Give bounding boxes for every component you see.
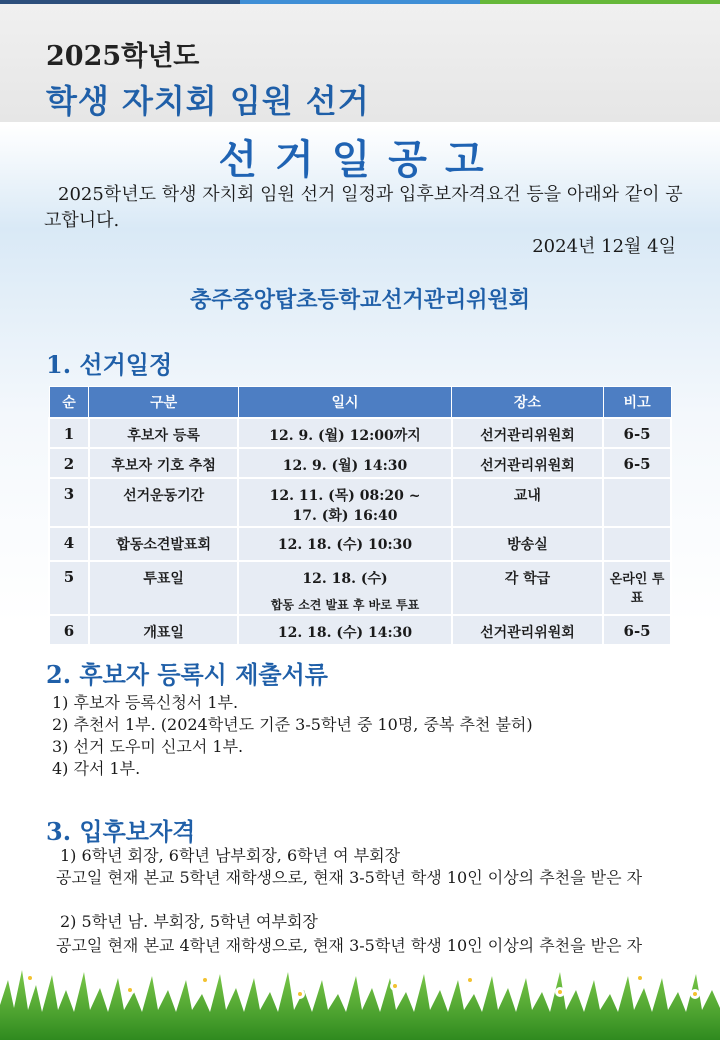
row-category: 개표일 [89,615,238,645]
row-place: 방송실 [452,527,603,561]
eligibility-group1-text: 공고일 현재 본교 5학년 재학생으로, 현재 3-5학년 학생 10인 이상의 추천을 받은 자 [56,868,643,887]
row-datetime [238,561,451,615]
table-row [49,561,671,615]
row-no: 4 [49,527,89,561]
row-datetime-line2: 17. (화) 16:40 [292,508,398,524]
row-datetime-line1: 12. 11. (목) 08:20 ~ [269,488,421,504]
row-datetime [238,478,451,527]
committee-name: 충주중앙탑초등학교선거관리위원회 [189,287,531,313]
header-banner [0,4,720,122]
header-datetime: 일시 [238,387,451,419]
row-note: 6-5 [603,615,671,645]
documents-title: 2. 후보자 등록시 제출서류 [46,660,328,689]
row-place: 교내 [452,478,603,527]
row-no: 5 [49,561,89,615]
row-place: 선거관리위원회 [452,615,603,645]
row-datetime-line1: 12. 18. (수) [302,571,388,587]
row-no: 1 [49,418,89,448]
row-note: 6-5 [603,448,671,478]
table-row [49,478,671,527]
header-category: 구분 [89,387,238,419]
documents-list [52,692,533,780]
row-no: 6 [49,615,89,645]
schedule-table [48,386,672,646]
row-place: 선거관리위원회 [452,418,603,448]
list-item: 2) 추천서 1부. (2024학년도 기준 3-5학년 중 10명, 중복 추천 불허) [52,715,533,734]
eligibility-group1-title: 1) 6학년 회장, 6학년 남부회장, 6학년 여 부회장 [60,846,401,865]
row-category: 투표일 [89,561,238,615]
table-row [49,418,671,448]
row-datetime: 12. 9. (월) 14:30 [238,448,451,478]
row-note: 온라인 투표 [603,561,671,615]
row-datetime-line2: 합동 소견 발표 후 바로 투표 [270,598,420,612]
table-header-row [49,387,671,419]
row-no: 2 [49,448,89,478]
eligibility-title: 3. 입후보자격 [46,817,196,846]
list-item: 4) 각서 1부. [52,759,141,778]
row-no: 3 [49,478,89,527]
schedule-title: 1. 선거일정 [46,350,173,379]
row-datetime: 12. 9. (월) 12:00까지 [238,418,451,448]
year-label: 2025학년도 [46,41,200,72]
row-datetime: 12. 18. (수) 10:30 [238,527,451,561]
header-note: 비고 [603,387,671,419]
table-row [49,615,671,645]
row-note [603,478,671,527]
list-item: 1) 후보자 등록신청서 1부. [52,693,239,712]
notice-date: 2024년 12월 4일 [532,236,676,257]
row-category: 후보자 기호 추첨 [89,448,238,478]
row-category: 후보자 등록 [89,418,238,448]
row-note: 6-5 [603,418,671,448]
row-note [603,527,671,561]
header-no: 순 [49,387,89,419]
headline: 학생 자치회 임원 선거 [46,82,370,120]
row-place: 각 학급 [452,561,603,615]
header-place: 장소 [452,387,603,419]
eligibility-group2-text: 공고일 현재 본교 4학년 재학생으로, 현재 3-5학년 학생 10인 이상의 추천을 받은 자 [56,936,643,955]
eligibility-group2-title: 2) 5학년 남. 부회장, 5학년 여부회장 [60,912,318,931]
intro-text: 2025학년도 학생 자치회 임원 선거 일정과 입후보자격요건 등을 아래와 같이 공고합니다. [44,184,683,231]
grass-daisy-border [0,950,720,1040]
row-category: 선거운동기간 [89,478,238,527]
table-row [49,527,671,561]
row-datetime: 12. 18. (수) 14:30 [238,615,451,645]
list-item: 3) 선거 도우미 신고서 1부. [52,737,244,756]
table-row [49,448,671,478]
row-category: 합동소견발표회 [89,527,238,561]
notice-title: 선거일공고 [218,136,502,183]
row-place: 선거관리위원회 [452,448,603,478]
